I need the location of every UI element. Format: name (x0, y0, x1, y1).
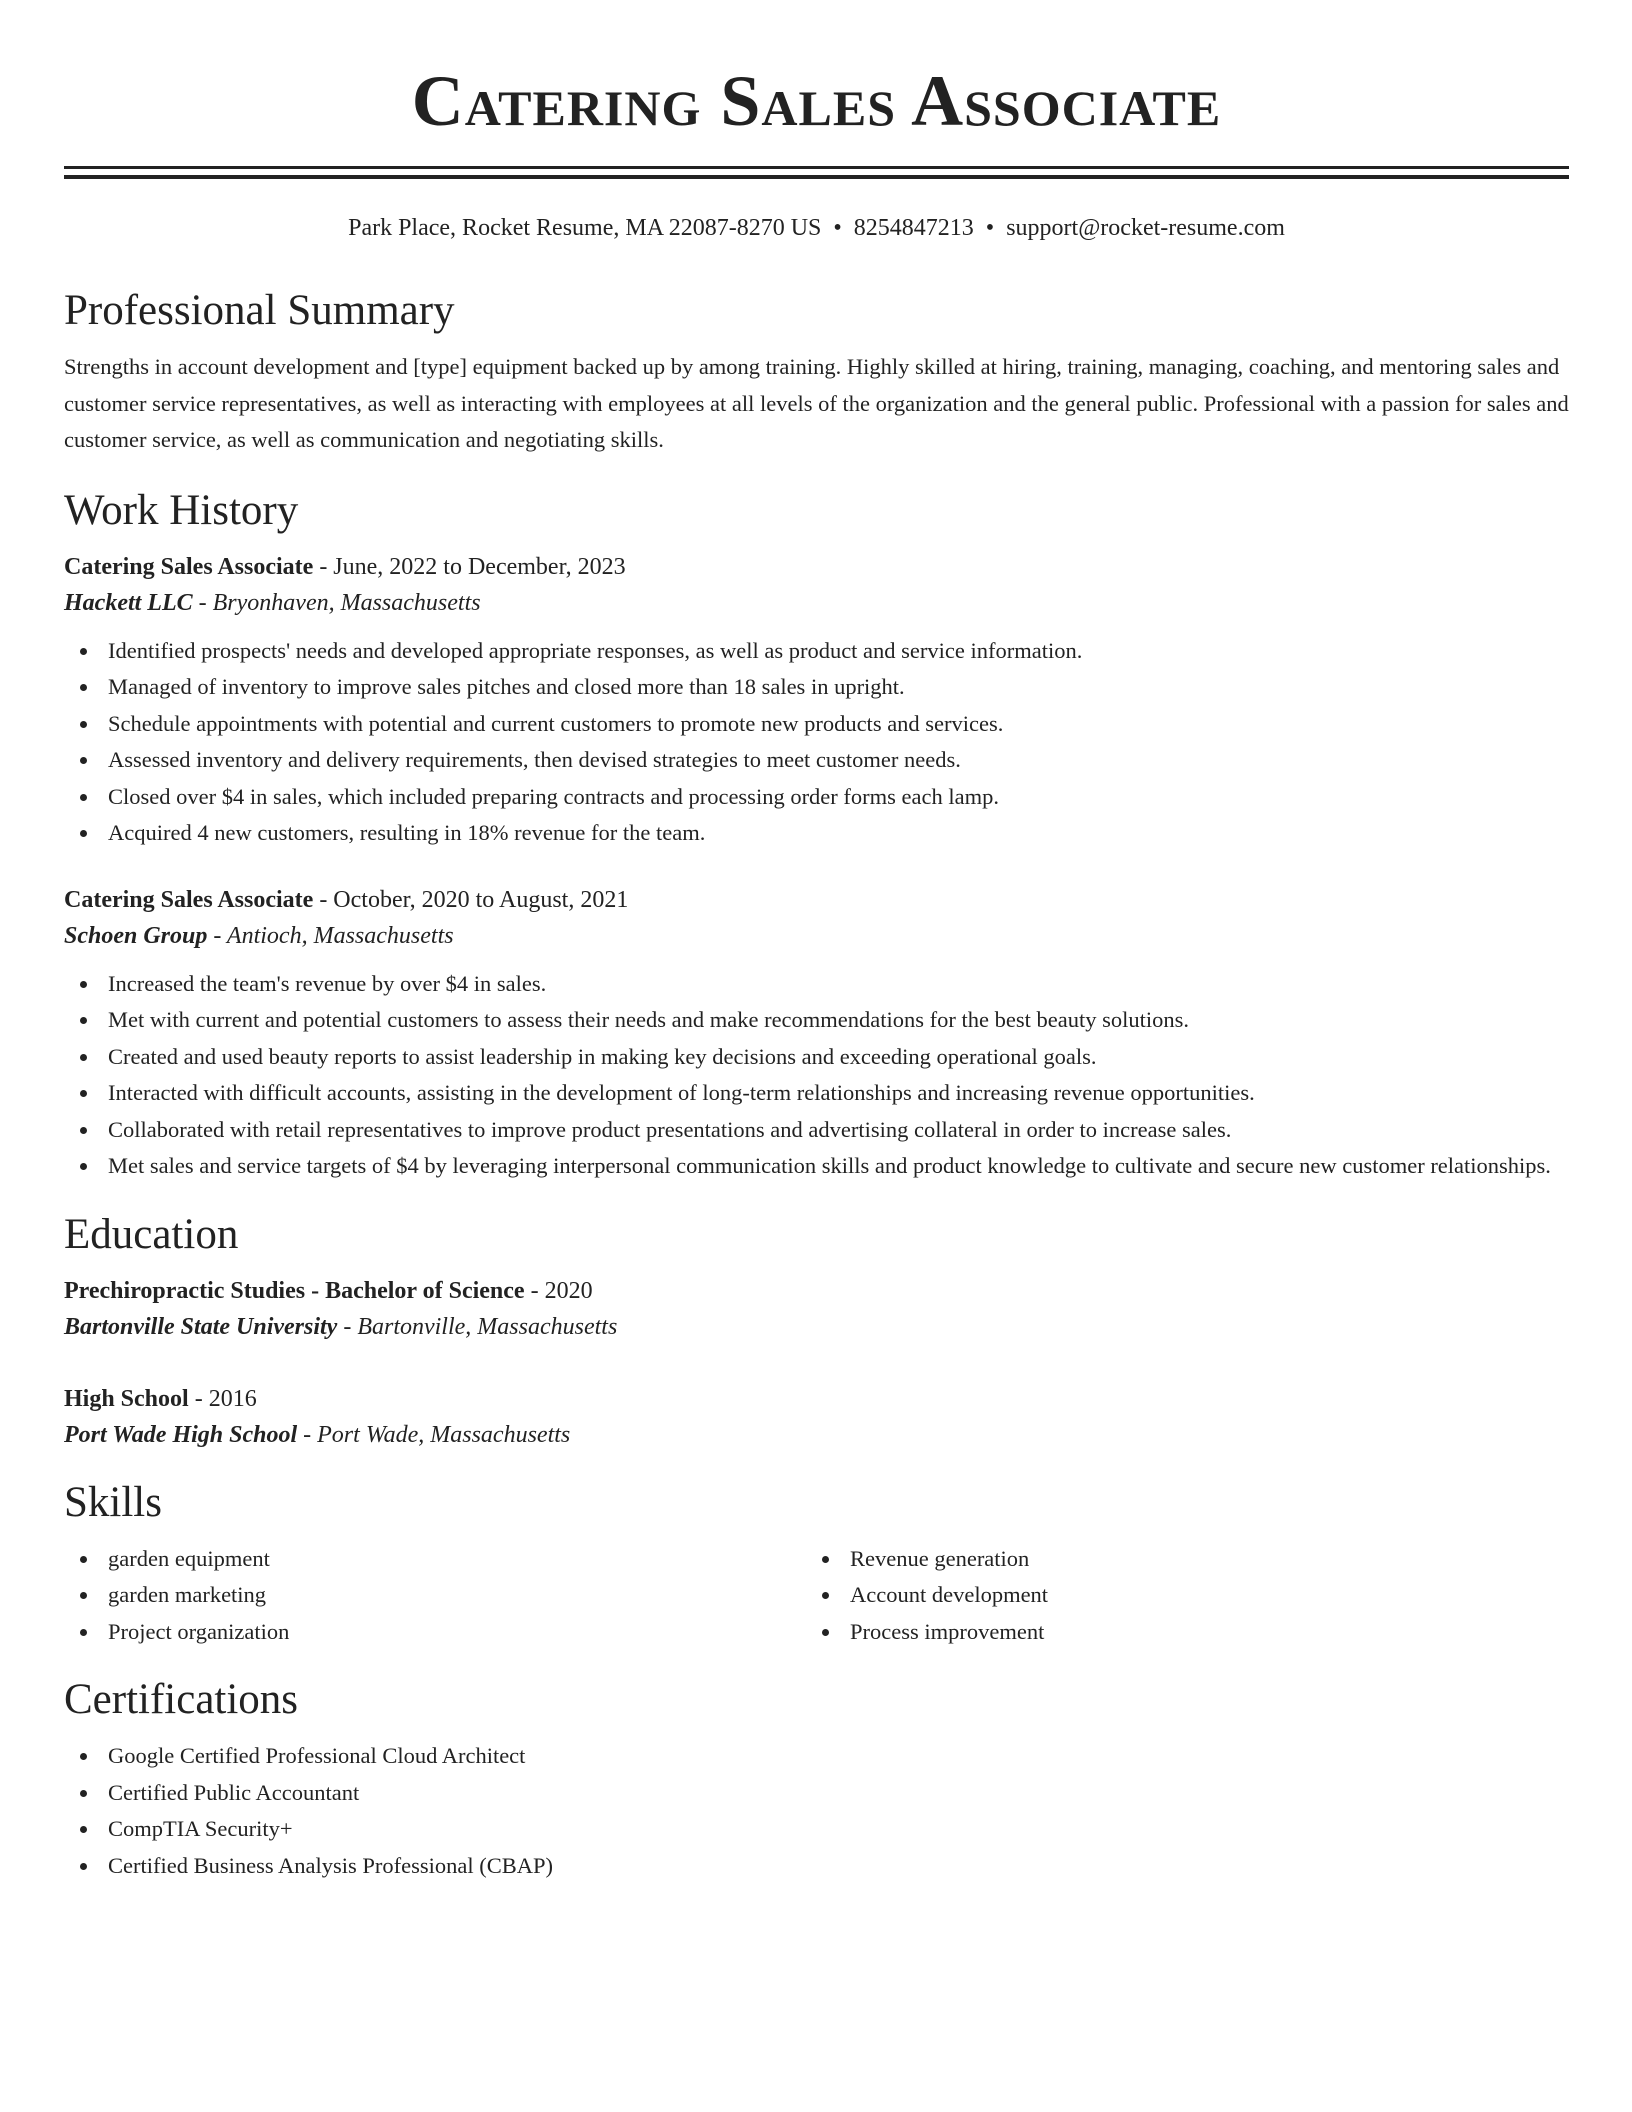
list-item: Created and used beauty reports to assist leadership in making key decisions and exceeding operational goals. (64, 1039, 1569, 1076)
resume-title: Catering Sales Associate (411, 61, 1222, 141)
contact-address: Park Place, Rocket Resume, MA 22087-8270 US (348, 215, 822, 241)
list-item: garden marketing (64, 1577, 806, 1614)
resume-page (64, 0, 1569, 1884)
job-company-line (64, 918, 1569, 954)
job-entry (64, 882, 1569, 1185)
degree-name: High School (64, 1385, 189, 1412)
degree-line (64, 1273, 1569, 1309)
title-divider-bottom (64, 175, 1569, 179)
list-item: Managed of inventory to improve sales pitches and closed more than 18 sales in upright. (64, 669, 1569, 706)
contact-separator: • (833, 215, 842, 241)
certifications-heading: Certifications (64, 1676, 299, 1723)
skills-column-left (64, 1541, 806, 1651)
job-dates: - October, 2020 to August, 2021 (313, 886, 629, 913)
skills-grid (64, 1541, 1569, 1651)
education-entry (64, 1381, 1569, 1453)
contact-email: support@rocket-resume.com (1006, 215, 1285, 241)
job-location: - Bryonhaven, Massachusetts (192, 589, 481, 616)
summary-text: Strengths in account development and [type] equipment backed up by among training. Highly skilled at hiring, training, managing, coaching, and mentoring sales and customer service representatives, as well as interacting with employees at all levels of the organization and the general public. Professional with a passion for sales and customer service, as well as communication and negotiating skills. (64, 354, 1569, 452)
school-name: Bartonville State University (64, 1313, 338, 1340)
job-company: Hackett LLC (64, 589, 193, 616)
school-line (64, 1417, 1569, 1453)
list-item: Google Certified Professional Cloud Architect (64, 1738, 1569, 1775)
job-company-line (64, 585, 1569, 621)
list-item: Revenue generation (806, 1541, 1548, 1578)
job-entry (64, 549, 1569, 852)
job-title-line (64, 882, 1569, 918)
summary-heading: Professional Summary (64, 287, 455, 334)
list-item: Assessed inventory and delivery requirements, then devised strategies to meet customer needs. (64, 742, 1569, 779)
school-location: - Bartonville, Massachusetts (337, 1313, 618, 1340)
list-item: Met sales and service targets of $4 by leveraging interpersonal communication skills and product knowledge to cultivate and secure new customer relationships. (64, 1148, 1569, 1185)
job-bullets (64, 633, 1569, 852)
education-entry (64, 1273, 1569, 1345)
list-item: Acquired 4 new customers, resulting in 18% revenue for the team. (64, 815, 1569, 852)
list-item: Project organization (64, 1614, 806, 1651)
list-item: CompTIA Security+ (64, 1811, 1569, 1848)
skills-column-right (806, 1541, 1548, 1651)
contact-line (64, 213, 1569, 243)
title-divider-top (64, 166, 1569, 169)
list-item: garden equipment (64, 1541, 806, 1578)
contact-phone: 8254847213 (853, 215, 974, 241)
job-title: Catering Sales Associate (64, 886, 314, 913)
school-line (64, 1309, 1569, 1345)
degree-line (64, 1381, 1569, 1417)
list-item: Closed over $4 in sales, which included preparing contracts and processing order forms each lamp. (64, 779, 1569, 816)
list-item: Schedule appointments with potential and current customers to promote new products and services. (64, 706, 1569, 743)
contact-separator: • (985, 215, 995, 241)
certifications-list (64, 1738, 1569, 1884)
job-location: - Antioch, Massachusetts (207, 922, 454, 949)
work-history-heading: Work History (64, 486, 299, 534)
skills-heading: Skills (64, 1478, 162, 1526)
school-name: Port Wade High School (64, 1421, 298, 1448)
job-dates: - June, 2022 to December, 2023 (313, 553, 626, 580)
job-title: Catering Sales Associate (64, 553, 314, 580)
school-location: - Port Wade, Massachusetts (297, 1421, 571, 1448)
list-item: Met with current and potential customers to assess their needs and make recommendations for the best beauty solutions. (64, 1002, 1569, 1039)
list-item: Interacted with difficult accounts, assisting in the development of long-term relationships and increasing revenue opportunities. (64, 1075, 1569, 1112)
job-bullets (64, 966, 1569, 1185)
degree-name: Prechiropractic Studies - Bachelor of Science (64, 1277, 525, 1304)
list-item: Collaborated with retail representatives to improve product presentations and advertising collateral in order to increase sales. (64, 1112, 1569, 1149)
job-title-line (64, 549, 1569, 585)
degree-year: - 2016 (188, 1385, 257, 1412)
list-item: Certified Business Analysis Professional (CBAP) (64, 1848, 1569, 1885)
education-heading: Education (64, 1210, 239, 1258)
list-item: Account development (806, 1577, 1548, 1614)
list-item: Process improvement (806, 1614, 1548, 1651)
list-item: Certified Public Accountant (64, 1775, 1569, 1812)
list-item: Identified prospects' needs and developed appropriate responses, as well as product and service information. (64, 633, 1569, 670)
list-item: Increased the team's revenue by over $4 in sales. (64, 966, 1569, 1003)
degree-year: - 2020 (524, 1277, 593, 1304)
job-company: Schoen Group (64, 922, 208, 949)
